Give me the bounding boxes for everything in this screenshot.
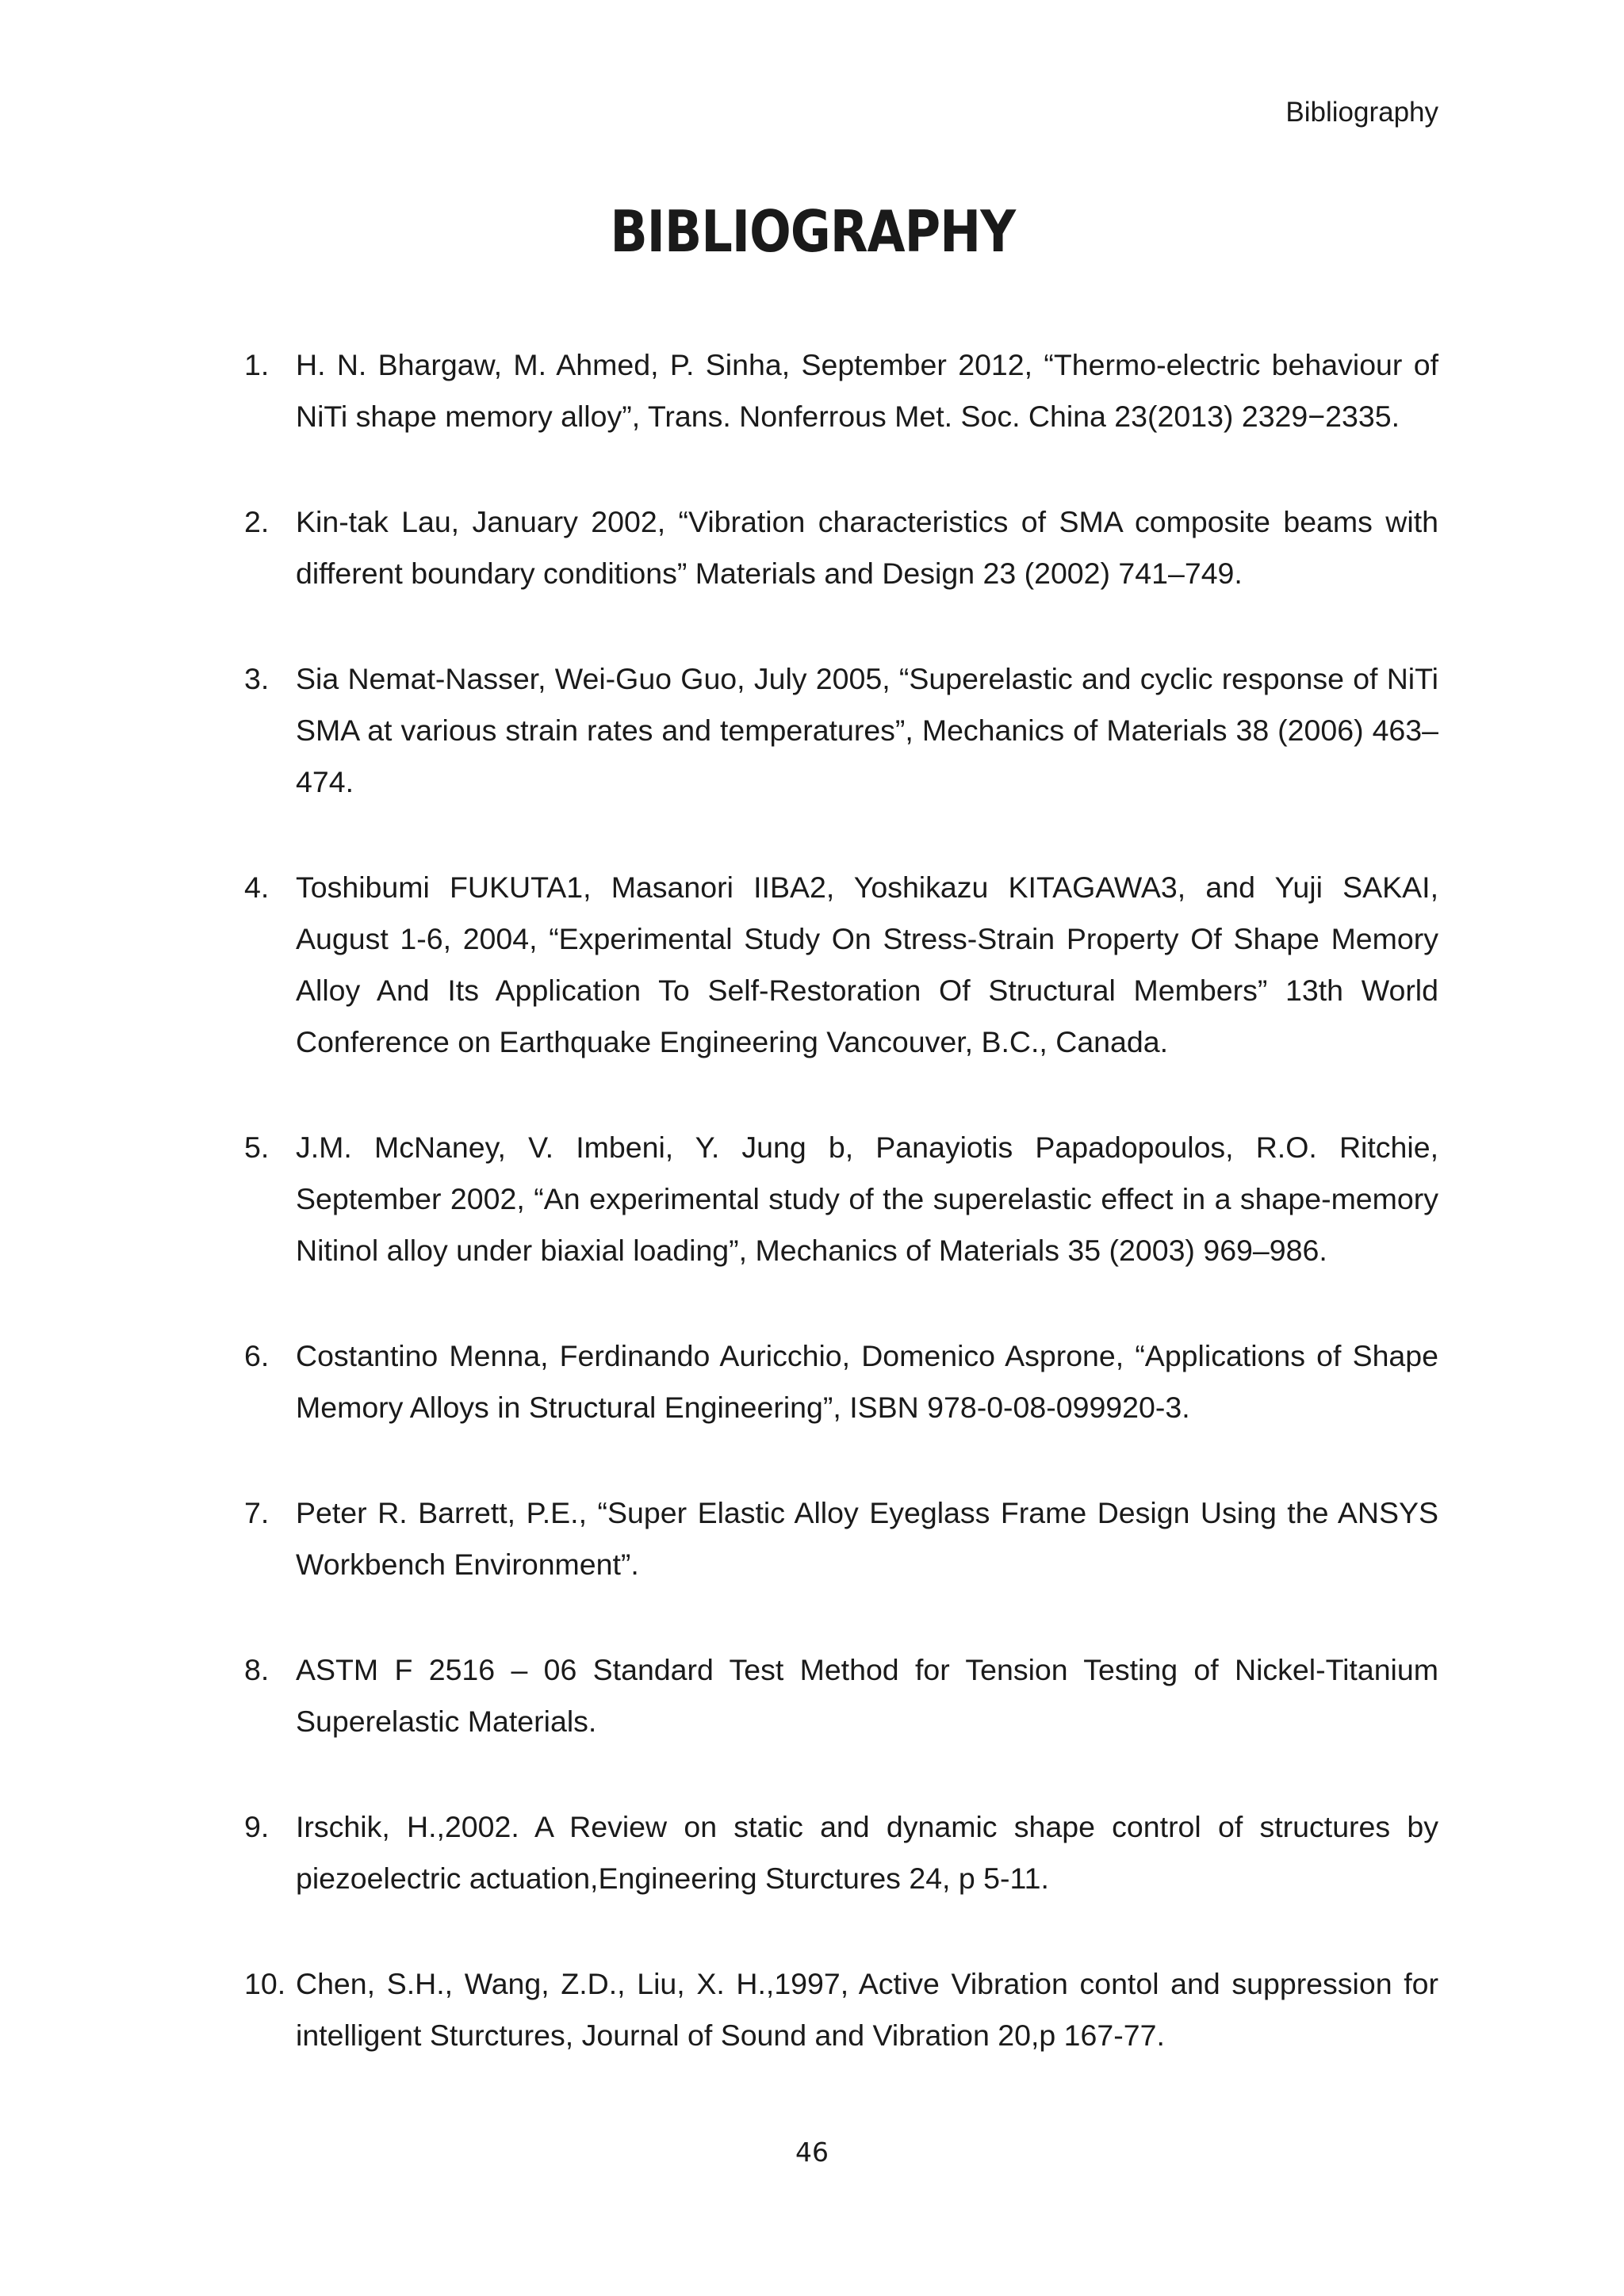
reference-text: Peter R. Barrett, P.E., “Super Elastic Alloy Eyeglass Frame Design Using the ANSYS Workbench Environment”. (296, 1496, 1438, 1581)
reference-entry (244, 1122, 1438, 1276)
reference-number: 10. (244, 1967, 286, 2000)
reference-entry (244, 1330, 1438, 1433)
reference-number: 8. (244, 1653, 270, 1686)
reference-number: 6. (244, 1339, 270, 1372)
page-number: 46 (795, 2137, 829, 2168)
reference-number: 4. (244, 871, 270, 904)
reference-entry (244, 1958, 1438, 2061)
bibliography-list (244, 339, 1438, 2115)
reference-entry (244, 1644, 1438, 1747)
reference-text: Sia Nemat-Nasser, Wei-Guo Guo, July 2005, “Superelastic and cyclic response of NiTi SMA at various strain rates and temperatures”, Mechanics of Materials 38 (2006) 463–474. (296, 662, 1438, 798)
reference-text: Costantino Menna, Ferdinando Auricchio, Domenico Asprone, “Applications of Shape Memory Alloys in Structural Engineering”, ISBN 978-0-08-099920-3. (296, 1339, 1438, 1424)
reference-number: 3. (244, 662, 270, 695)
reference-text: H. N. Bhargaw, M. Ahmed, P. Sinha, September 2012, “Thermo-electric behaviour of NiTi shape memory alloy”, Trans. Nonferrous Met. Soc. China 23(2013) 2329−2335. (296, 348, 1438, 433)
reference-entry (244, 339, 1438, 442)
reference-text: Toshibumi FUKUTA1, Masanori IIBA2, Yoshikazu KITAGAWA3, and Yuji SAKAI, August 1-6, 2004, “Experimental Study On Stress-Strain Property Of Shape Memory Alloy And Its Application To Self-Restoration Of Structural Members” 13th World Conference on Earthquake Engineering Vancouver, B.C., Canada. (296, 871, 1438, 1058)
reference-entry (244, 653, 1438, 808)
reference-number: 9. (244, 1810, 270, 1843)
reference-text: J.M. McNaney, V. Imbeni, Y. Jung b, Panayiotis Papadopoulos, R.O. Ritchie, September 2002, “An experimental study of the superelastic effect in a shape-memory Nitinol alloy under biaxial loading”, Mechanics of Materials 35 (2003) 969–986. (296, 1131, 1438, 1267)
reference-number: 2. (244, 505, 270, 538)
reference-entry (244, 862, 1438, 1068)
reference-entry (244, 1801, 1438, 1904)
reference-text: Irschik, H.,2002. A Review on static and dynamic shape control of structures by piezoelectric actuation,Engineering Sturctures 24, p 5-11. (296, 1810, 1438, 1895)
reference-number: 7. (244, 1496, 270, 1529)
reference-text: ASTM F 2516 – 06 Standard Test Method for Tension Testing of Nickel-Titanium Superelastic Materials. (296, 1653, 1438, 1738)
reference-number: 1. (244, 348, 270, 381)
reference-entry (244, 496, 1438, 599)
reference-text: Chen, S.H., Wang, Z.D., Liu, X. H.,1997, Active Vibration contol and suppression for intelligent Sturctures, Journal of Sound and Vibration 20,p 167-77. (296, 1967, 1438, 2052)
running-header: Bibliography (1285, 97, 1438, 128)
reference-text: Kin-tak Lau, January 2002, “Vibration characteristics of SMA composite beams with different boundary conditions” Materials and Design 23 (2002) 741–749. (296, 505, 1438, 590)
reference-number: 5. (244, 1131, 270, 1164)
page-title: BIBLIOGRAPHY (610, 198, 1016, 265)
reference-entry (244, 1487, 1438, 1590)
